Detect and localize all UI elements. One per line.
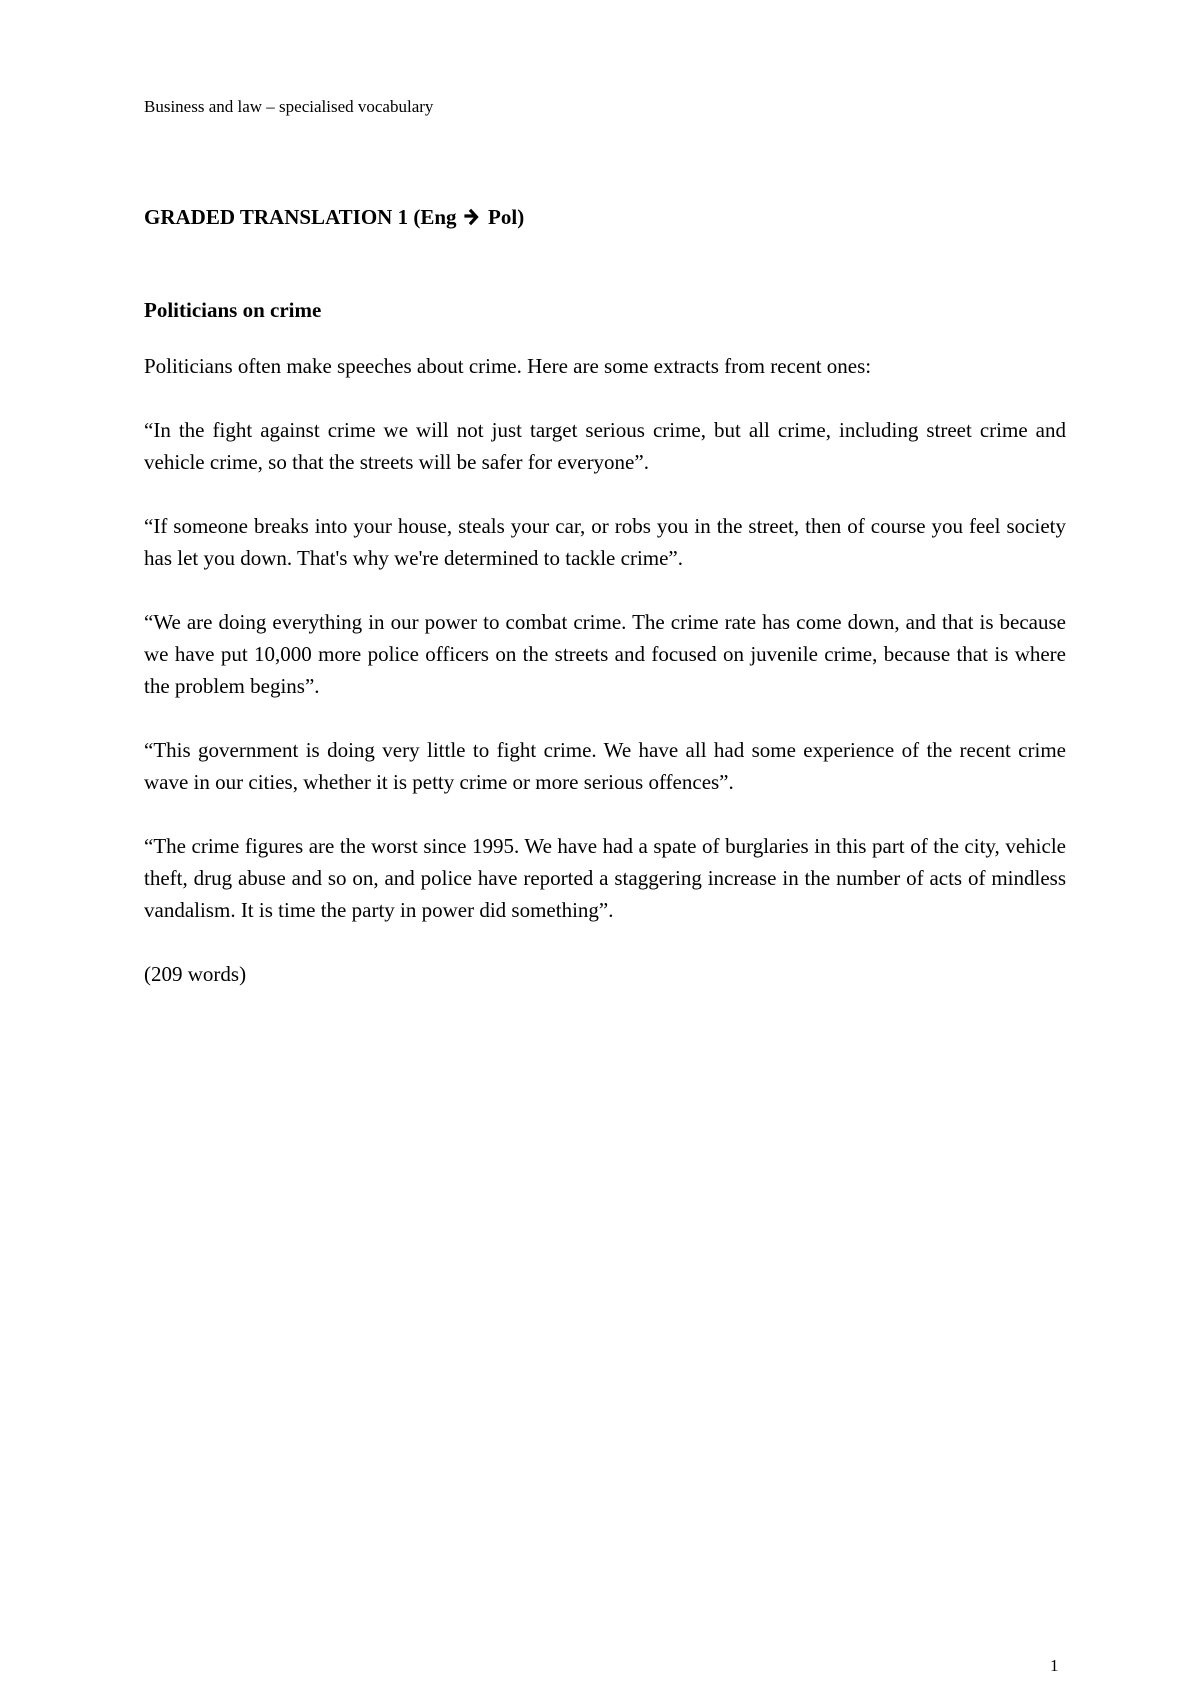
quote-paragraph: “We are doing everything in our power to combat crime. The crime rate has come down, and that is because we have put 10,000 more police officers on the streets and focused on juvenile crime, because that is where the problem begins”. <box>144 610 1066 698</box>
quote-paragraph: “In the fight against crime we will not just target serious crime, but all crime, including street crime and vehicle crime, so that the streets will be safer for everyone”. <box>144 418 1066 474</box>
section-title: Politicians on crime <box>144 298 322 322</box>
word-count: (209 words) <box>144 962 247 986</box>
page-header: Business and law – specialised vocabulary <box>144 97 434 116</box>
right-arrow-icon <box>464 204 480 234</box>
document-title-suffix: Pol) <box>488 205 525 229</box>
quote-paragraph: “If someone breaks into your house, steals your car, or robs you in the street, then of course you feel society has let you down. That's why we're determined to tackle crime”. <box>144 514 1066 570</box>
quote-paragraph: “The crime figures are the worst since 1995. We have had a spate of burglaries in this part of the city, vehicle theft, drug abuse and so on, and police have reported a staggering increase in the number of acts of mindless vandalism. It is time the party in power did something”. <box>144 834 1066 922</box>
intro-paragraph: Politicians often make speeches about crime. Here are some extracts from recent ones: <box>144 354 872 378</box>
page-number: 1 <box>1050 1656 1059 1675</box>
document-title-prefix: GRADED TRANSLATION 1 (Eng <box>144 205 457 229</box>
quote-paragraph: “This government is doing very little to fight crime. We have all had some experience of the recent crime wave in our cities, whether it is petty crime or more serious offences”. <box>144 738 1066 794</box>
document-title <box>144 202 1066 234</box>
document-body <box>144 202 1066 990</box>
